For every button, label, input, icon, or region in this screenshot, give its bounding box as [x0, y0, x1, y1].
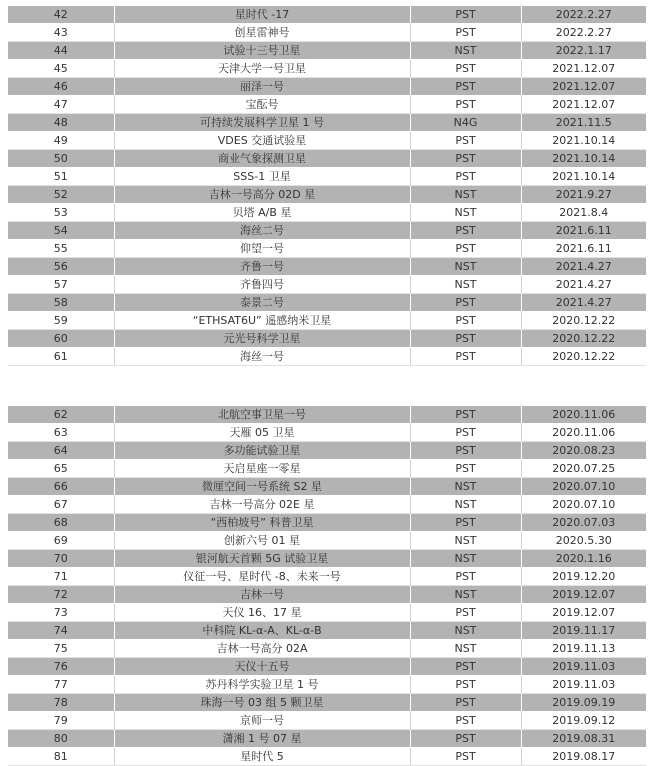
- satellite-name-cell: 天津大学一号卫星: [114, 60, 410, 78]
- launch-date-cell: 2020.08.23: [521, 442, 646, 460]
- table-row: [8, 96, 646, 114]
- row-number-cell: 69: [8, 532, 114, 550]
- launch-date-cell: 2021.4.27: [521, 276, 646, 294]
- type-cell: PST: [410, 24, 521, 42]
- type-cell: PST: [410, 96, 521, 114]
- type-cell: NST: [410, 640, 521, 658]
- row-number-cell: 79: [8, 712, 114, 730]
- row-number-cell: 57: [8, 276, 114, 294]
- type-cell: PST: [410, 78, 521, 96]
- table-row: [8, 150, 646, 168]
- row-number-cell: 48: [8, 114, 114, 132]
- type-cell: NST: [410, 186, 521, 204]
- launch-date-cell: 2021.12.07: [521, 78, 646, 96]
- launch-date-cell: 2021.9.27: [521, 186, 646, 204]
- satellite-table-2: [8, 406, 646, 766]
- launch-date-cell: 2021.11.5: [521, 114, 646, 132]
- launch-date-cell: 2021.6.11: [521, 240, 646, 258]
- row-number-cell: 43: [8, 24, 114, 42]
- row-number-cell: 81: [8, 748, 114, 766]
- type-cell: PST: [410, 312, 521, 330]
- table-row: [8, 640, 646, 658]
- launch-date-cell: 2019.11.13: [521, 640, 646, 658]
- type-cell: PST: [410, 694, 521, 712]
- table-row: [8, 240, 646, 258]
- table-row: [8, 442, 646, 460]
- type-cell: PST: [410, 60, 521, 78]
- satellite-name-cell: 银河航天首颗 5G 试验卫星: [114, 550, 410, 568]
- satellite-name-cell: 吉林一号高分 02A: [114, 640, 410, 658]
- table-row: [8, 276, 646, 294]
- type-cell: PST: [410, 514, 521, 532]
- satellite-name-cell: 天雁 05 卫星: [114, 424, 410, 442]
- satellite-name-cell: “西柏坡号” 科普卫星: [114, 514, 410, 532]
- row-number-cell: 74: [8, 622, 114, 640]
- satellite-name-cell: 贝塔 A/B 星: [114, 204, 410, 222]
- type-cell: PST: [410, 460, 521, 478]
- launch-date-cell: 2020.12.22: [521, 330, 646, 348]
- launch-date-cell: 2021.4.27: [521, 294, 646, 312]
- satellite-name-cell: SSS-1 卫星: [114, 168, 410, 186]
- satellite-name-cell: 元光号科学卫星: [114, 330, 410, 348]
- type-cell: PST: [410, 658, 521, 676]
- table-row: [8, 478, 646, 496]
- row-number-cell: 73: [8, 604, 114, 622]
- satellite-name-cell: 多功能试验卫星: [114, 442, 410, 460]
- type-cell: PST: [410, 442, 521, 460]
- satellite-name-cell: 创星雷神号: [114, 24, 410, 42]
- launch-date-cell: 2021.8.4: [521, 204, 646, 222]
- table-row: [8, 6, 646, 24]
- table-row: [8, 114, 646, 132]
- row-number-cell: 50: [8, 150, 114, 168]
- satellite-name-cell: 星时代 5: [114, 748, 410, 766]
- row-number-cell: 55: [8, 240, 114, 258]
- row-number-cell: 70: [8, 550, 114, 568]
- type-cell: PST: [410, 222, 521, 240]
- table-row: [8, 550, 646, 568]
- launch-date-cell: 2019.12.07: [521, 586, 646, 604]
- launch-date-cell: 2019.09.12: [521, 712, 646, 730]
- launch-date-cell: 2021.12.07: [521, 96, 646, 114]
- table-row: [8, 312, 646, 330]
- type-cell: PST: [410, 748, 521, 766]
- satellite-name-cell: 仰望一号: [114, 240, 410, 258]
- row-number-cell: 47: [8, 96, 114, 114]
- satellite-name-cell: 海丝二号: [114, 222, 410, 240]
- type-cell: PST: [410, 730, 521, 748]
- row-number-cell: 45: [8, 60, 114, 78]
- type-cell: PST: [410, 568, 521, 586]
- satellite-name-cell: 潇湘 1 号 07 星: [114, 730, 410, 748]
- satellite-name-cell: 试验十三号卫星: [114, 42, 410, 60]
- table-row: [8, 406, 646, 424]
- type-cell: NST: [410, 276, 521, 294]
- launch-date-cell: 2020.07.25: [521, 460, 646, 478]
- table-row: [8, 60, 646, 78]
- type-cell: PST: [410, 712, 521, 730]
- type-cell: PST: [410, 676, 521, 694]
- type-cell: PST: [410, 406, 521, 424]
- launch-date-cell: 2021.10.14: [521, 150, 646, 168]
- row-number-cell: 46: [8, 78, 114, 96]
- launch-date-cell: 2020.11.06: [521, 406, 646, 424]
- launch-date-cell: 2019.08.31: [521, 730, 646, 748]
- type-cell: N4G: [410, 114, 521, 132]
- satellite-name-cell: 吉林一号: [114, 586, 410, 604]
- launch-date-cell: 2021.4.27: [521, 258, 646, 276]
- launch-date-cell: 2020.07.10: [521, 478, 646, 496]
- satellite-name-cell: 泰景二号: [114, 294, 410, 312]
- row-number-cell: 49: [8, 132, 114, 150]
- launch-date-cell: 2021.12.07: [521, 60, 646, 78]
- row-number-cell: 66: [8, 478, 114, 496]
- table-row: [8, 568, 646, 586]
- launch-date-cell: 2020.11.06: [521, 424, 646, 442]
- type-cell: PST: [410, 348, 521, 366]
- row-number-cell: 54: [8, 222, 114, 240]
- satellite-name-cell: 星时代 -17: [114, 6, 410, 24]
- table-row: [8, 424, 646, 442]
- type-cell: PST: [410, 294, 521, 312]
- type-cell: NST: [410, 550, 521, 568]
- table-row: [8, 730, 646, 748]
- satellite-name-cell: 中科院 KL-α-A、KL-α-B: [114, 622, 410, 640]
- table-row: [8, 748, 646, 766]
- satellite-table-1-body: [8, 6, 646, 366]
- satellite-name-cell: 珠海一号 03 组 5 颗卫星: [114, 694, 410, 712]
- type-cell: PST: [410, 6, 521, 24]
- launch-date-cell: 2022.2.27: [521, 24, 646, 42]
- launch-date-cell: 2020.07.10: [521, 496, 646, 514]
- row-number-cell: 59: [8, 312, 114, 330]
- satellite-name-cell: 宝酝号: [114, 96, 410, 114]
- satellite-name-cell: 苏丹科学实验卫星 1 号: [114, 676, 410, 694]
- table-row: [8, 496, 646, 514]
- launch-date-cell: 2020.1.16: [521, 550, 646, 568]
- table-row: [8, 676, 646, 694]
- type-cell: NST: [410, 42, 521, 60]
- launch-date-cell: 2021.10.14: [521, 132, 646, 150]
- type-cell: NST: [410, 532, 521, 550]
- type-cell: NST: [410, 496, 521, 514]
- type-cell: PST: [410, 168, 521, 186]
- launch-date-cell: 2019.11.03: [521, 676, 646, 694]
- launch-date-cell: 2020.12.22: [521, 312, 646, 330]
- row-number-cell: 78: [8, 694, 114, 712]
- row-number-cell: 53: [8, 204, 114, 222]
- table-row: [8, 186, 646, 204]
- satellite-name-cell: 齐鲁一号: [114, 258, 410, 276]
- satellite-name-cell: 海丝一号: [114, 348, 410, 366]
- satellite-name-cell: 微厘空间一号系统 S2 星: [114, 478, 410, 496]
- row-number-cell: 44: [8, 42, 114, 60]
- satellite-name-cell: 天启星座一零星: [114, 460, 410, 478]
- satellite-name-cell: 丽泽一号: [114, 78, 410, 96]
- table-row: [8, 42, 646, 60]
- launch-date-cell: 2019.11.17: [521, 622, 646, 640]
- table-row: [8, 24, 646, 42]
- row-number-cell: 65: [8, 460, 114, 478]
- launch-date-cell: 2020.5.30: [521, 532, 646, 550]
- satellite-name-cell: VDES 交通试验星: [114, 132, 410, 150]
- table-row: [8, 658, 646, 676]
- table-row: [8, 222, 646, 240]
- table-row: [8, 348, 646, 366]
- table-row: [8, 204, 646, 222]
- row-number-cell: 68: [8, 514, 114, 532]
- row-number-cell: 80: [8, 730, 114, 748]
- row-number-cell: 72: [8, 586, 114, 604]
- satellite-name-cell: 创新六号 01 星: [114, 532, 410, 550]
- table-row: [8, 712, 646, 730]
- table-row: [8, 694, 646, 712]
- row-number-cell: 64: [8, 442, 114, 460]
- table-row: [8, 258, 646, 276]
- satellite-table-1: [8, 6, 646, 366]
- table-row: [8, 460, 646, 478]
- table-row: [8, 168, 646, 186]
- table-row: [8, 622, 646, 640]
- satellite-name-cell: 吉林一号高分 02D 星: [114, 186, 410, 204]
- type-cell: NST: [410, 478, 521, 496]
- row-number-cell: 71: [8, 568, 114, 586]
- launch-date-cell: 2019.08.17: [521, 748, 646, 766]
- launch-date-cell: 2021.6.11: [521, 222, 646, 240]
- satellite-name-cell: 齐鲁四号: [114, 276, 410, 294]
- row-number-cell: 75: [8, 640, 114, 658]
- satellite-name-cell: 北航空事卫星一号: [114, 406, 410, 424]
- type-cell: NST: [410, 204, 521, 222]
- satellite-table-2-body: [8, 406, 646, 766]
- satellite-name-cell: 天仪 16、17 星: [114, 604, 410, 622]
- launch-date-cell: 2022.2.27: [521, 6, 646, 24]
- row-number-cell: 52: [8, 186, 114, 204]
- type-cell: NST: [410, 258, 521, 276]
- row-number-cell: 42: [8, 6, 114, 24]
- launch-date-cell: 2020.12.22: [521, 348, 646, 366]
- satellite-name-cell: 天仪十五号: [114, 658, 410, 676]
- type-cell: NST: [410, 586, 521, 604]
- launch-date-cell: 2022.1.17: [521, 42, 646, 60]
- type-cell: PST: [410, 604, 521, 622]
- row-number-cell: 51: [8, 168, 114, 186]
- table-row: [8, 330, 646, 348]
- table-row: [8, 586, 646, 604]
- launch-date-cell: 2020.07.03: [521, 514, 646, 532]
- satellite-name-cell: 可持续发展科学卫星 1 号: [114, 114, 410, 132]
- type-cell: NST: [410, 622, 521, 640]
- row-number-cell: 67: [8, 496, 114, 514]
- launch-date-cell: 2019.09.19: [521, 694, 646, 712]
- satellite-name-cell: 仪征一号、星时代 -8、未来一号: [114, 568, 410, 586]
- type-cell: PST: [410, 424, 521, 442]
- table-row: [8, 78, 646, 96]
- satellite-name-cell: “ETHSAT6U” 遥感纳米卫星: [114, 312, 410, 330]
- row-number-cell: 76: [8, 658, 114, 676]
- type-cell: PST: [410, 150, 521, 168]
- row-number-cell: 77: [8, 676, 114, 694]
- row-number-cell: 56: [8, 258, 114, 276]
- table-row: [8, 604, 646, 622]
- launch-date-cell: 2019.12.07: [521, 604, 646, 622]
- launch-date-cell: 2021.10.14: [521, 168, 646, 186]
- table-row: [8, 132, 646, 150]
- table-row: [8, 532, 646, 550]
- row-number-cell: 61: [8, 348, 114, 366]
- launch-date-cell: 2019.11.03: [521, 658, 646, 676]
- type-cell: PST: [410, 132, 521, 150]
- row-number-cell: 62: [8, 406, 114, 424]
- row-number-cell: 60: [8, 330, 114, 348]
- satellite-name-cell: 吉林一号高分 02E 星: [114, 496, 410, 514]
- satellite-name-cell: 京师一号: [114, 712, 410, 730]
- row-number-cell: 58: [8, 294, 114, 312]
- type-cell: PST: [410, 240, 521, 258]
- launch-date-cell: 2019.12.20: [521, 568, 646, 586]
- type-cell: PST: [410, 330, 521, 348]
- table-row: [8, 294, 646, 312]
- row-number-cell: 63: [8, 424, 114, 442]
- table-row: [8, 514, 646, 532]
- satellite-name-cell: 商业气象探测卫星: [114, 150, 410, 168]
